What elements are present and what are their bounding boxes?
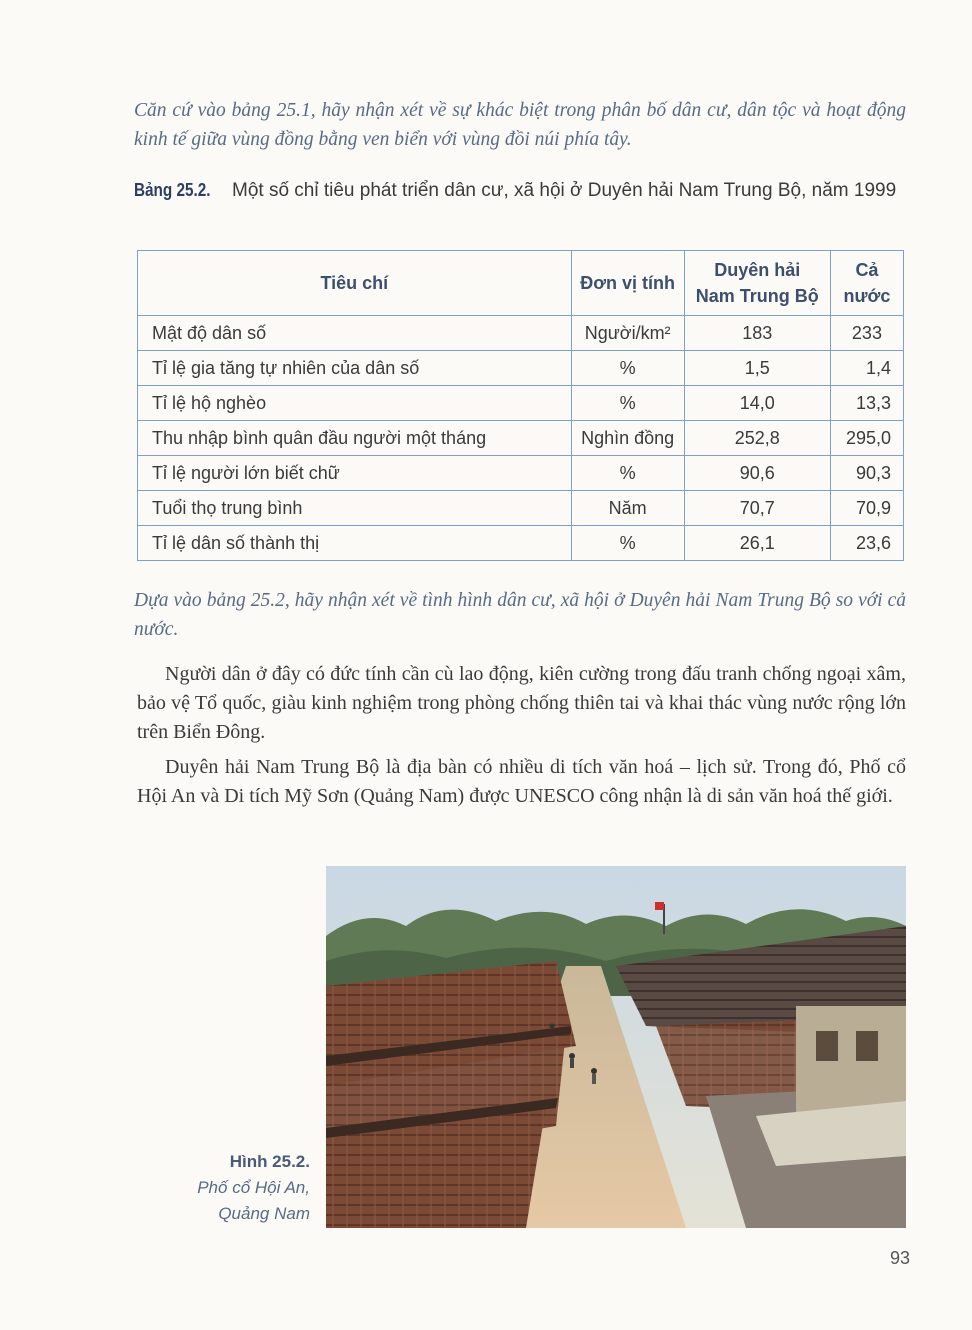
table-row xyxy=(138,351,904,386)
cell-unit: % xyxy=(571,526,684,561)
cell-region: 26,1 xyxy=(684,526,830,561)
cell-unit: % xyxy=(571,351,684,386)
table-caption-title: Một số chỉ tiêu phát triển dân cư, xã hội ở Duyên hải Nam Trung Bộ, năm 1999 xyxy=(232,180,897,201)
table-caption-label: Bảng 25.2. xyxy=(134,180,211,200)
table-row xyxy=(138,526,904,561)
table-row xyxy=(138,491,904,526)
header-country-line2: nước xyxy=(843,286,891,306)
cell-region: 183 xyxy=(684,316,830,351)
figure-title-line1: Phố cổ Hội An, xyxy=(197,1178,310,1197)
cell-criterion: Thu nhập bình quân đầu người một tháng xyxy=(138,421,572,456)
cell-region: 14,0 xyxy=(684,386,830,421)
figure-title-line2: Quảng Nam xyxy=(218,1204,310,1223)
cell-criterion: Mật độ dân số xyxy=(138,316,572,351)
header-region-line2: Nam Trung Bộ xyxy=(695,286,819,306)
table-row xyxy=(138,456,904,491)
cell-unit: % xyxy=(571,456,684,491)
cell-unit: % xyxy=(571,386,684,421)
cell-unit: Năm xyxy=(571,491,684,526)
table-row xyxy=(138,386,904,421)
cell-country: 23,6 xyxy=(830,526,903,561)
cell-criterion: Tỉ lệ gia tăng tự nhiên của dân số xyxy=(138,351,572,386)
cell-region: 90,6 xyxy=(684,456,830,491)
cell-country: 70,9 xyxy=(830,491,903,526)
question-text: Căn cứ vào bảng 25.1, hãy nhận xét về sự khác biệt trong phân bố dân cư, dân tộc và hoạt động kinh tế giữa vùng đồng bằng ven biển với vùng đồi núi phía tây. xyxy=(134,100,906,150)
hoi-an-photo xyxy=(326,866,906,1228)
header-country-line1: Cả xyxy=(855,260,879,280)
figure-label: Hình 25.2. xyxy=(229,1152,310,1171)
cell-criterion: Tỉ lệ dân số thành thị xyxy=(138,526,572,561)
cell-criterion: Tỉ lệ người lớn biết chữ xyxy=(138,456,572,491)
cell-criterion: Tuổi thọ trung bình xyxy=(138,491,572,526)
body-paragraph: Người dân ở đây có đức tính cần cù lao động, kiên cường trong đấu tranh chống ngoại xâm, bảo vệ Tổ quốc, giàu kinh nghiệm trong phòng chống thiên tai và khai thác vùng nước rộng lớn trên Biển Đông. xyxy=(137,663,906,743)
table-row xyxy=(138,421,904,456)
table-row xyxy=(138,316,904,351)
header-criterion: Tiêu chí xyxy=(138,251,572,316)
cell-region: 1,5 xyxy=(684,351,830,386)
data-table xyxy=(137,250,904,561)
cell-country: 13,3 xyxy=(830,386,903,421)
cell-country: 295,0 xyxy=(830,421,903,456)
cell-country: 1,4 xyxy=(830,351,903,386)
header-country xyxy=(830,251,903,316)
cell-region: 252,8 xyxy=(684,421,830,456)
figure-caption xyxy=(150,1149,310,1227)
header-region-line1: Duyên hải xyxy=(714,260,801,280)
cell-region: 70,7 xyxy=(684,491,830,526)
header-region xyxy=(684,251,830,316)
cell-country: 90,3 xyxy=(830,456,903,491)
header-unit: Đơn vị tính xyxy=(571,251,684,316)
cell-criterion: Tỉ lệ hộ nghèo xyxy=(138,386,572,421)
cell-country: 233 xyxy=(830,316,903,351)
question-text: Dựa vào bảng 25.2, hãy nhận xét về tình hình dân cư, xã hội ở Duyên hải Nam Trung Bộ so với cả nước. xyxy=(134,590,906,640)
cell-unit: Người/km² xyxy=(571,316,684,351)
table-header-row xyxy=(138,251,904,316)
page-number: 93 xyxy=(889,1248,910,1268)
cell-unit: Nghìn đồng xyxy=(571,421,684,456)
body-paragraph: Duyên hải Nam Trung Bộ là địa bàn có nhiều di tích văn hoá – lịch sử. Trong đó, Phố cổ Hội An và Di tích Mỹ Sơn (Quảng Nam) được UNESCO công nhận là di sản văn hoá thế giới. xyxy=(137,756,906,807)
